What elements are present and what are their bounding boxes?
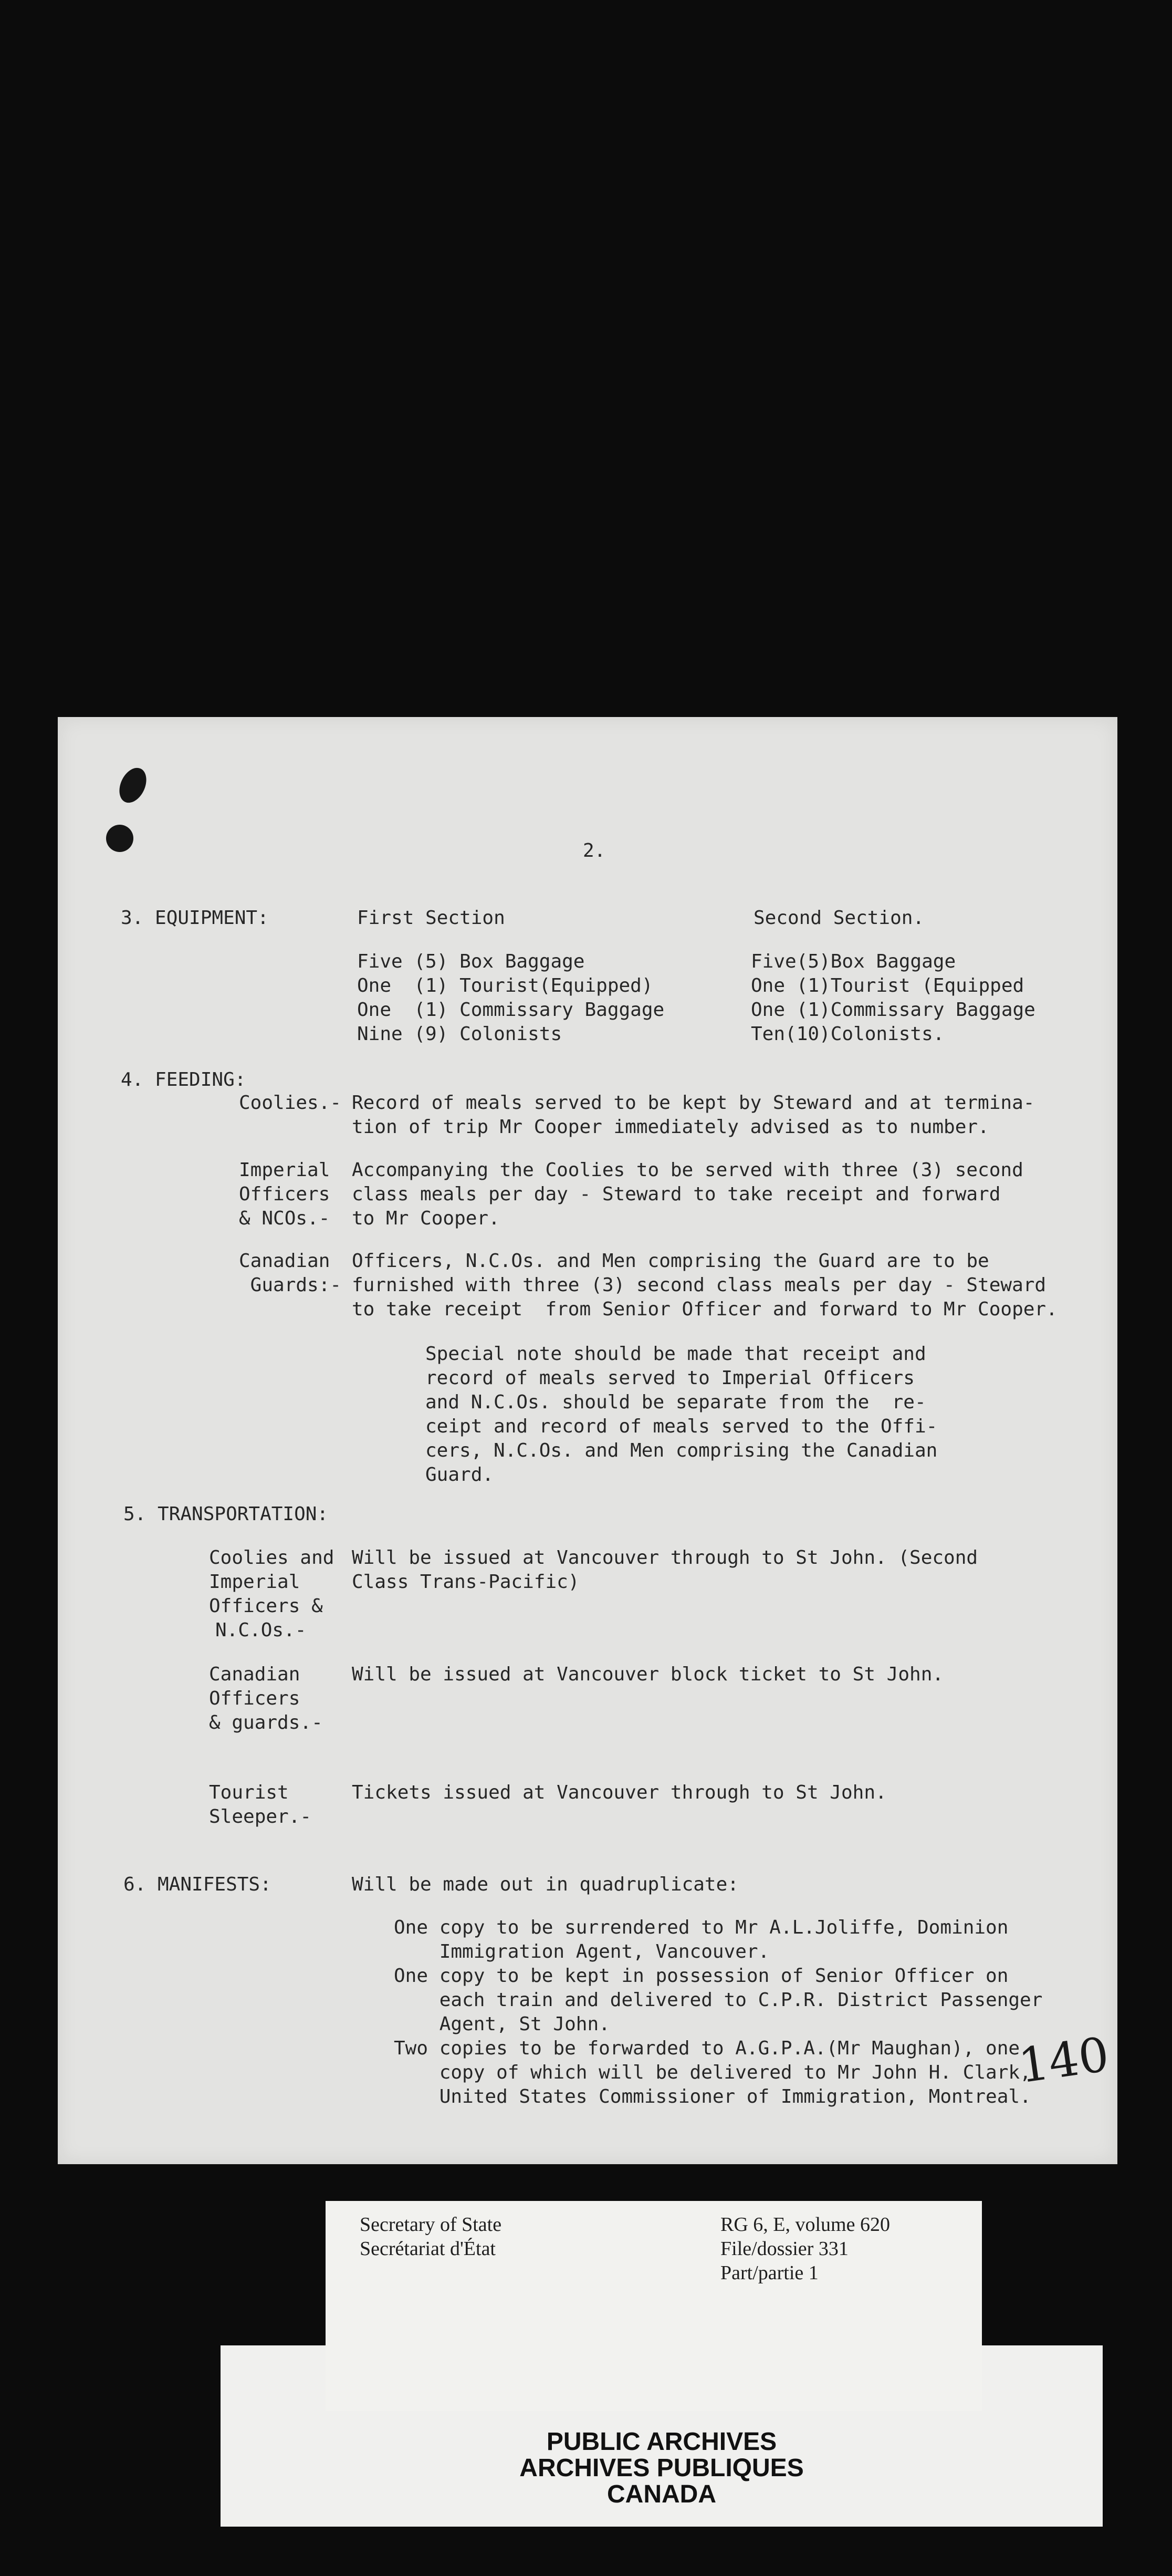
reference-line: RG 6, E, volume 620 xyxy=(720,2214,890,2236)
transportation-heading: 5. TRANSPORTATION: xyxy=(123,1503,329,1525)
ink-blot xyxy=(114,764,151,807)
archive-label-line: CANADA xyxy=(607,2480,716,2508)
manifests-line: Two copies to be forwarded to A.G.P.A.(Mr Maughan), one xyxy=(394,2038,1020,2059)
special-note-line: and N.C.Os. should be separate from the re- xyxy=(425,1391,926,1413)
second-section-line: One (1)Tourist (Equipped xyxy=(751,975,1024,996)
imperial-label: Imperial xyxy=(239,1159,330,1181)
canadian-feeding-line: to take receipt from Senior Officer and forward to Mr Cooper. xyxy=(352,1299,1058,1320)
tourist-label: Sleeper.- xyxy=(209,1806,312,1827)
manifests-line: Agent, St John. xyxy=(394,2013,610,2035)
coolies-feeding-line: tion of trip Mr Cooper immediately advised as to number. xyxy=(352,1116,989,1138)
special-note-line: Guard. xyxy=(425,1464,494,1486)
first-section-line: Nine (9) Colonists xyxy=(357,1023,562,1045)
document-page xyxy=(58,717,1117,2164)
first-section-line: One (1) Commissary Baggage xyxy=(357,999,665,1021)
handwritten-folio-number: 140 xyxy=(1015,2027,1113,2094)
manifests-line: One copy to be surrendered to Mr A.L.Joliffe, Dominion xyxy=(394,1917,1009,1938)
department-line: Secretary of State xyxy=(360,2214,502,2236)
canadian-transport-label: & guards.- xyxy=(209,1712,323,1733)
imperial-label: & NCOs.- xyxy=(239,1208,330,1229)
manifests-heading: 6. MANIFESTS: xyxy=(123,1874,271,1895)
manifests-line: copy of which will be delivered to Mr John H. Clark, xyxy=(394,2062,1031,2083)
punch-hole xyxy=(106,825,133,852)
manifests-line: each train and delivered to C.P.R. District Passenger xyxy=(394,1989,1043,2011)
second-section-line: One (1)Commissary Baggage xyxy=(751,999,1035,1021)
coolies-label: Coolies.- xyxy=(239,1092,342,1114)
first-section-line: One (1) Tourist(Equipped) xyxy=(357,975,653,996)
coolies-transport-label: Coolies and xyxy=(209,1547,334,1569)
coolies-transport-label: N.C.Os.- xyxy=(215,1619,307,1641)
first-section-line: Five (5) Box Baggage xyxy=(357,951,585,972)
manifests-line: United States Commissioner of Immigration, Montreal. xyxy=(394,2086,1031,2107)
canadian-feeding-line: furnished with three (3) second class meals per day - Steward xyxy=(352,1274,1047,1296)
imperial-label: Officers xyxy=(239,1183,330,1205)
manifests-line: Immigration Agent, Vancouver. xyxy=(394,1941,770,1962)
second-section-line: Five(5)Box Baggage xyxy=(751,951,956,972)
first-section-title: First Section xyxy=(357,907,505,929)
coolies-transport-label: Imperial xyxy=(209,1571,300,1593)
imperial-feeding-line: Accompanying the Coolies to be served with three (3) second xyxy=(352,1159,1023,1181)
canadian-transport-label: Canadian xyxy=(209,1664,300,1685)
manifests-line: One copy to be kept in possession of Senior Officer on xyxy=(394,1965,1009,1987)
archive-label-line: PUBLIC ARCHIVES xyxy=(546,2428,777,2456)
department-line: Secrétariat d'État xyxy=(360,2238,496,2260)
feeding-heading: 4. FEEDING: xyxy=(121,1069,246,1090)
coolies-feeding-line: Record of meals served to be kept by Steward and at termina- xyxy=(352,1092,1035,1114)
canadian-feeding-line: Officers, N.C.Os. and Men comprising the Guard are to be xyxy=(352,1250,989,1272)
coolies-transport-line: Class Trans-Pacific) xyxy=(352,1571,580,1593)
coolies-transport-label: Officers & xyxy=(209,1595,323,1617)
special-note-line: Special note should be made that receipt and xyxy=(425,1343,926,1365)
page-number: 2. xyxy=(583,840,606,861)
imperial-feeding-line: to Mr Cooper. xyxy=(352,1208,500,1229)
canadian-transport-line: Will be issued at Vancouver block ticket to St John. xyxy=(352,1664,944,1685)
tourist-transport-line: Tickets issued at Vancouver through to St John. xyxy=(352,1782,887,1803)
manifests-intro: Will be made out in quadruplicate: xyxy=(352,1874,739,1895)
canadian-guards-label: Guards:- xyxy=(239,1274,342,1296)
special-note-line: record of meals served to Imperial Officers xyxy=(425,1367,915,1389)
reference-line: Part/partie 1 xyxy=(720,2262,819,2284)
tourist-label: Tourist xyxy=(209,1782,289,1803)
reference-stamp xyxy=(326,2201,982,2411)
second-section-line: Ten(10)Colonists. xyxy=(751,1023,945,1045)
coolies-transport-line: Will be issued at Vancouver through to St John. (Second xyxy=(352,1547,978,1569)
canadian-transport-label: Officers xyxy=(209,1688,300,1709)
second-section-title: Second Section. xyxy=(754,907,925,929)
reference-line: File/dossier 331 xyxy=(720,2238,849,2260)
special-note-line: ceipt and record of meals served to the Offi- xyxy=(425,1416,938,1437)
canadian-guards-label: Canadian xyxy=(239,1250,330,1272)
archive-label-line: ARCHIVES PUBLIQUES xyxy=(519,2454,804,2482)
equipment-heading: 3. EQUIPMENT: xyxy=(121,907,269,929)
imperial-feeding-line: class meals per day - Steward to take receipt and forward xyxy=(352,1183,1001,1205)
special-note-line: cers, N.C.Os. and Men comprising the Canadian xyxy=(425,1440,938,1461)
